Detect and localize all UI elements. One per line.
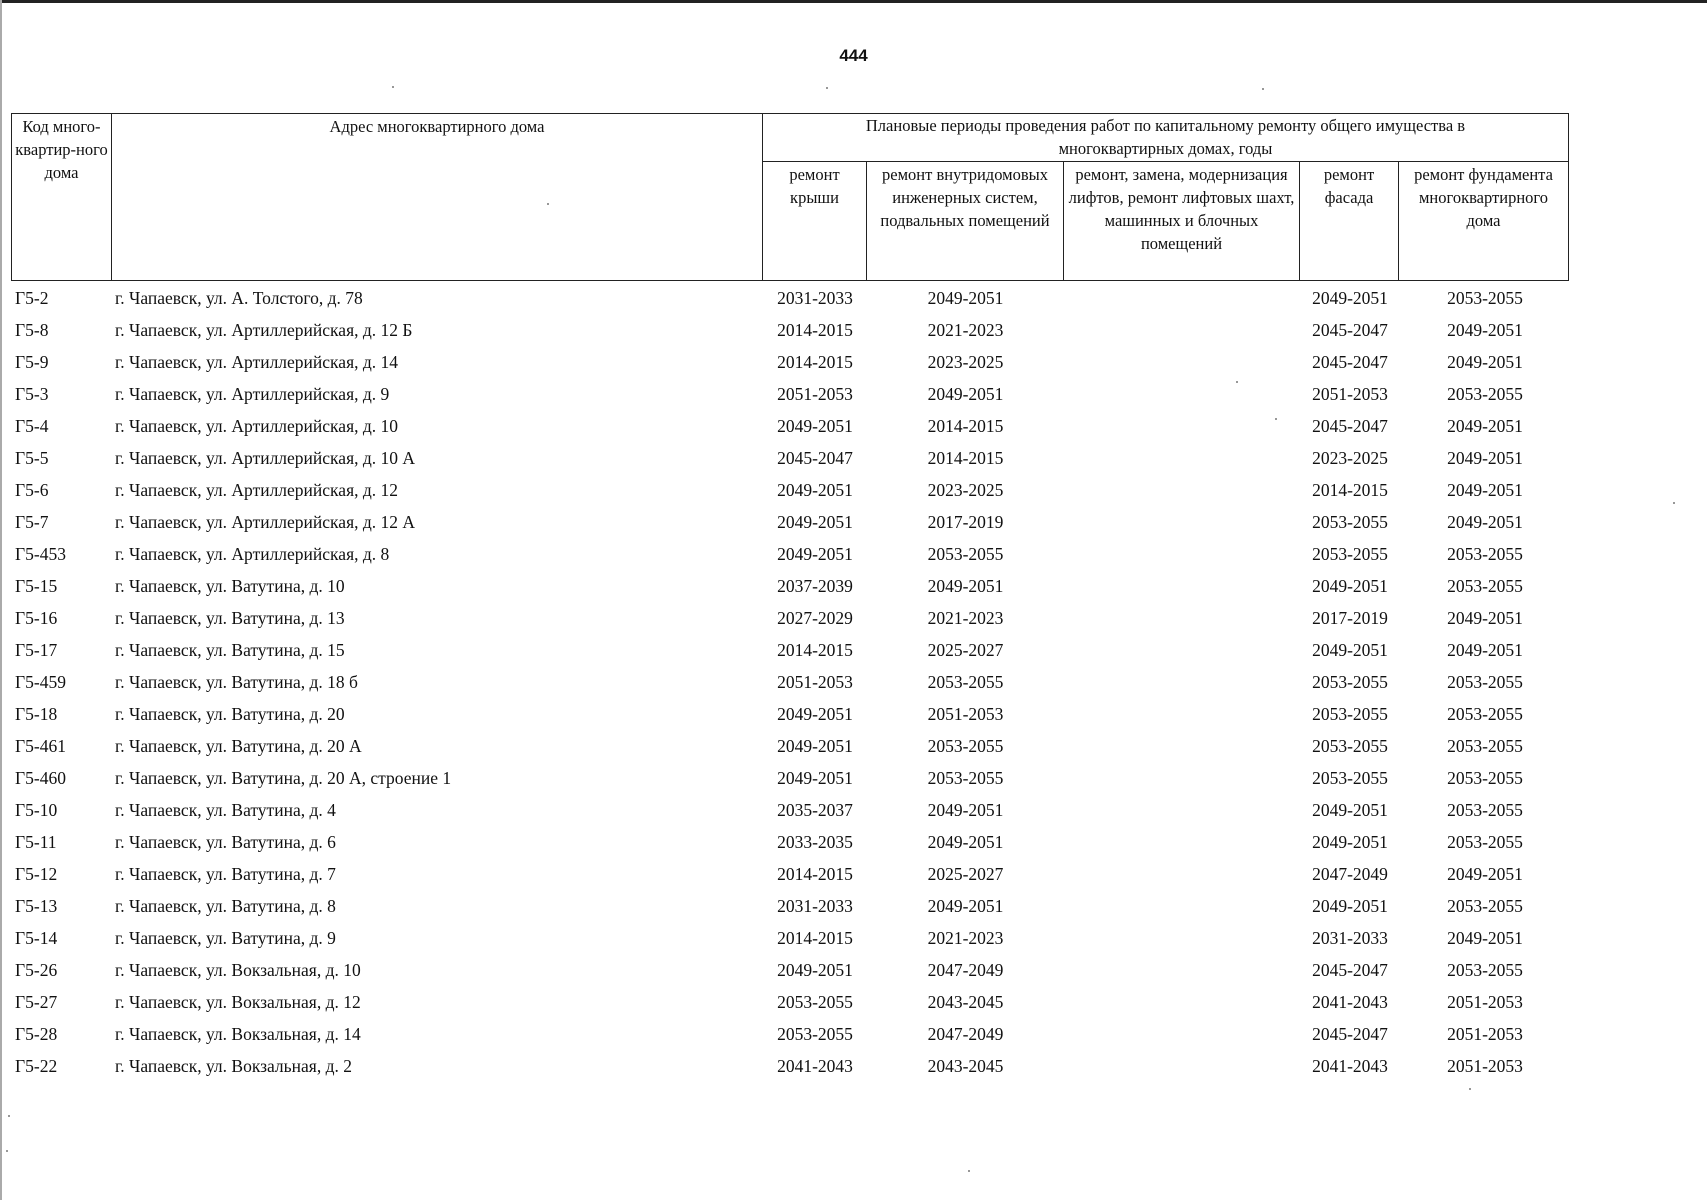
cell-foundation: 2051-2053 <box>1447 1056 1523 1076</box>
cell-code: Г5-16 <box>15 608 58 628</box>
cell-lifts <box>1064 864 1300 896</box>
cell-foundation: 2049-2051 <box>1447 480 1523 500</box>
scan-speck <box>1262 88 1264 90</box>
cell-lifts <box>1064 512 1300 544</box>
scan-left-edge <box>0 0 2 1200</box>
schedule-table-body <box>11 288 1570 1088</box>
cell-foundation: 2049-2051 <box>1447 352 1523 372</box>
cell-facade: 2053-2055 <box>1312 672 1388 692</box>
cell-systems: 2023-2025 <box>927 352 1004 372</box>
cell-facade: 2049-2051 <box>1312 800 1388 820</box>
cell-code: Г5-459 <box>15 672 66 692</box>
cell-roof: 2053-2055 <box>777 992 853 1012</box>
cell-address: г. Чапаевск, ул. Ватутина, д. 4 <box>115 800 336 820</box>
cell-lifts <box>1064 320 1300 352</box>
cell-foundation: 2049-2051 <box>1447 928 1523 948</box>
cell-roof: 2049-2051 <box>777 480 853 500</box>
cell-foundation: 2053-2055 <box>1447 288 1523 308</box>
cell-code: Г5-22 <box>15 1056 58 1076</box>
table-row <box>11 896 1570 928</box>
header-col-foundation: ремонт фундамента многоквартирного дома <box>1399 161 1569 280</box>
cell-facade: 2047-2049 <box>1312 864 1388 884</box>
cell-address: г. Чапаевск, ул. Ватутина, д. 20 А <box>115 736 362 756</box>
cell-address: г. Чапаевск, ул. Ватутина, д. 20 А, строение 1 <box>115 768 452 788</box>
cell-roof: 2051-2053 <box>777 672 853 692</box>
cell-code: Г5-8 <box>15 320 49 340</box>
cell-foundation: 2053-2055 <box>1447 704 1523 724</box>
cell-systems: 2049-2051 <box>927 800 1004 820</box>
cell-code: Г5-28 <box>15 1024 58 1044</box>
cell-address: г. Чапаевск, ул. Ватутина, д. 13 <box>115 608 345 628</box>
cell-lifts <box>1064 672 1300 704</box>
cell-systems: 2053-2055 <box>927 544 1004 564</box>
header-address: Адрес многоквартирного дома <box>112 114 763 281</box>
table-row <box>11 704 1570 736</box>
cell-foundation: 2051-2053 <box>1447 1024 1523 1044</box>
table-row <box>11 288 1570 320</box>
cell-facade: 2051-2053 <box>1312 384 1388 404</box>
cell-address: г. Чапаевск, ул. Ватутина, д. 7 <box>115 864 336 884</box>
cell-address: г. Чапаевск, ул. Артиллерийская, д. 12 А <box>115 512 416 532</box>
cell-lifts <box>1064 896 1300 928</box>
cell-facade: 2053-2055 <box>1312 768 1388 788</box>
cell-systems: 2049-2051 <box>927 832 1004 852</box>
header-periods: Плановые периоды проведения работ по капитальному ремонту общего имущества в многоквартирных домах, годы <box>763 114 1569 162</box>
cell-facade: 2049-2051 <box>1312 832 1388 852</box>
cell-address: г. Чапаевск, ул. Артиллерийская, д. 14 <box>115 352 399 372</box>
cell-lifts <box>1064 992 1300 1024</box>
cell-foundation: 2053-2055 <box>1447 576 1523 596</box>
cell-foundation: 2049-2051 <box>1447 448 1523 468</box>
schedule-table <box>11 288 1570 1088</box>
cell-systems: 2014-2015 <box>927 416 1004 436</box>
table-row <box>11 416 1570 448</box>
cell-foundation: 2049-2051 <box>1447 416 1523 436</box>
cell-systems: 2025-2027 <box>927 640 1004 660</box>
cell-facade: 2053-2055 <box>1312 704 1388 724</box>
cell-address: г. Чапаевск, ул. Вокзальная, д. 14 <box>115 1024 361 1044</box>
cell-foundation: 2051-2053 <box>1447 992 1523 1012</box>
cell-roof: 2031-2033 <box>777 896 853 916</box>
table-row <box>11 736 1570 768</box>
cell-roof: 2041-2043 <box>777 1056 853 1076</box>
table-row <box>11 448 1570 480</box>
scan-speck <box>1673 502 1675 504</box>
cell-roof: 2014-2015 <box>777 928 853 948</box>
cell-foundation: 2049-2051 <box>1447 864 1523 884</box>
cell-systems: 2021-2023 <box>927 608 1004 628</box>
cell-roof: 2049-2051 <box>777 960 853 980</box>
table-row <box>11 928 1570 960</box>
cell-address: г. Чапаевск, ул. Вокзальная, д. 12 <box>115 992 361 1012</box>
cell-facade: 2049-2051 <box>1312 576 1388 596</box>
cell-foundation: 2049-2051 <box>1447 512 1523 532</box>
cell-lifts <box>1064 928 1300 960</box>
cell-code: Г5-18 <box>15 704 58 724</box>
cell-lifts <box>1064 800 1300 832</box>
cell-roof: 2014-2015 <box>777 352 853 372</box>
cell-systems: 2053-2055 <box>927 768 1004 788</box>
cell-facade: 2045-2047 <box>1312 416 1388 436</box>
cell-facade: 2014-2015 <box>1312 480 1388 500</box>
cell-address: г. Чапаевск, ул. Ватутина, д. 10 <box>115 576 345 596</box>
cell-lifts <box>1064 384 1300 416</box>
table-row <box>11 640 1570 672</box>
cell-code: Г5-11 <box>15 832 57 852</box>
table-row <box>11 992 1570 1024</box>
cell-roof: 2053-2055 <box>777 1024 853 1044</box>
header-col-roof: ремонт крыши <box>763 161 867 280</box>
cell-systems: 2021-2023 <box>927 320 1004 340</box>
cell-systems: 2043-2045 <box>927 992 1004 1012</box>
header-code: Код много-квартир-ного дома <box>12 114 112 281</box>
table-row <box>11 1056 1570 1088</box>
table-header <box>11 113 1569 281</box>
cell-roof: 2049-2051 <box>777 512 853 532</box>
cell-foundation: 2053-2055 <box>1447 960 1523 980</box>
cell-foundation: 2053-2055 <box>1447 384 1523 404</box>
cell-lifts <box>1064 768 1300 800</box>
cell-lifts <box>1064 960 1300 992</box>
cell-roof: 2049-2051 <box>777 544 853 564</box>
cell-systems: 2021-2023 <box>927 928 1004 948</box>
cell-code: Г5-15 <box>15 576 58 596</box>
table-row <box>11 960 1570 992</box>
cell-address: г. Чапаевск, ул. Артиллерийская, д. 10 А <box>115 448 416 468</box>
cell-address: г. Чапаевск, ул. Артиллерийская, д. 12 <box>115 480 399 500</box>
cell-lifts <box>1064 288 1300 320</box>
scan-speck <box>1236 381 1238 383</box>
cell-roof: 2035-2037 <box>777 800 853 820</box>
scan-speck <box>6 1150 8 1152</box>
cell-code: Г5-460 <box>15 768 66 788</box>
cell-code: Г5-17 <box>15 640 58 660</box>
cell-facade: 2041-2043 <box>1312 1056 1388 1076</box>
cell-systems: 2025-2027 <box>927 864 1004 884</box>
cell-foundation: 2053-2055 <box>1447 896 1523 916</box>
cell-code: Г5-14 <box>15 928 58 948</box>
scan-speck <box>1275 418 1277 420</box>
cell-lifts <box>1064 704 1300 736</box>
cell-lifts <box>1064 576 1300 608</box>
cell-lifts <box>1064 736 1300 768</box>
cell-systems: 2049-2051 <box>927 576 1004 596</box>
table-row <box>11 832 1570 864</box>
header-col-systems: ремонт внутридомовых инженерных систем, подвальных помещений <box>867 161 1064 280</box>
cell-facade: 2045-2047 <box>1312 960 1388 980</box>
cell-address: г. Чапаевск, ул. Артиллерийская, д. 8 <box>115 544 390 564</box>
cell-lifts <box>1064 1056 1300 1088</box>
cell-foundation: 2053-2055 <box>1447 768 1523 788</box>
cell-code: Г5-10 <box>15 800 58 820</box>
cell-roof: 2049-2051 <box>777 736 853 756</box>
cell-facade: 2049-2051 <box>1312 288 1388 308</box>
cell-roof: 2049-2051 <box>777 768 853 788</box>
cell-code: Г5-453 <box>15 544 66 564</box>
cell-lifts <box>1064 544 1300 576</box>
cell-foundation: 2053-2055 <box>1447 800 1523 820</box>
cell-roof: 2014-2015 <box>777 640 853 660</box>
table-row <box>11 384 1570 416</box>
cell-facade: 2023-2025 <box>1312 448 1388 468</box>
cell-address: г. Чапаевск, ул. Вокзальная, д. 2 <box>115 1056 352 1076</box>
cell-address: г. Чапаевск, ул. Ватутина, д. 9 <box>115 928 336 948</box>
table-row <box>11 608 1570 640</box>
cell-address: г. Чапаевск, ул. Артиллерийская, д. 12 Б <box>115 320 413 340</box>
cell-facade: 2045-2047 <box>1312 1024 1388 1044</box>
header-col-lifts: ремонт, замена, модернизация лифтов, ремонт лифтовых шахт, машинных и блочных помещений <box>1064 161 1300 280</box>
cell-foundation: 2053-2055 <box>1447 544 1523 564</box>
cell-lifts <box>1064 1024 1300 1056</box>
cell-systems: 2017-2019 <box>927 512 1004 532</box>
table-row <box>11 576 1570 608</box>
cell-code: Г5-461 <box>15 736 66 756</box>
header-col-facade: ремонт фасада <box>1300 161 1399 280</box>
cell-facade: 2053-2055 <box>1312 736 1388 756</box>
cell-address: г. Чапаевск, ул. Ватутина, д. 8 <box>115 896 336 916</box>
cell-lifts <box>1064 352 1300 384</box>
cell-lifts <box>1064 448 1300 480</box>
cell-code: Г5-26 <box>15 960 58 980</box>
cell-code: Г5-12 <box>15 864 58 884</box>
table-row <box>11 512 1570 544</box>
scan-speck <box>547 203 549 205</box>
cell-address: г. Чапаевск, ул. Ватутина, д. 20 <box>115 704 345 724</box>
cell-foundation: 2049-2051 <box>1447 608 1523 628</box>
cell-code: Г5-7 <box>15 512 49 532</box>
cell-foundation: 2049-2051 <box>1447 640 1523 660</box>
cell-systems: 2047-2049 <box>927 960 1004 980</box>
cell-code: Г5-2 <box>15 288 49 308</box>
cell-facade: 2053-2055 <box>1312 544 1388 564</box>
cell-address: г. Чапаевск, ул. Вокзальная, д. 10 <box>115 960 361 980</box>
cell-facade: 2049-2051 <box>1312 896 1388 916</box>
cell-facade: 2041-2043 <box>1312 992 1388 1012</box>
cell-systems: 2014-2015 <box>927 448 1004 468</box>
cell-foundation: 2053-2055 <box>1447 736 1523 756</box>
cell-facade: 2053-2055 <box>1312 512 1388 532</box>
cell-roof: 2049-2051 <box>777 704 853 724</box>
cell-facade: 2017-2019 <box>1312 608 1388 628</box>
cell-roof: 2014-2015 <box>777 864 853 884</box>
cell-roof: 2049-2051 <box>777 416 853 436</box>
cell-address: г. Чапаевск, ул. Артиллерийская, д. 10 <box>115 416 399 436</box>
table-row <box>11 672 1570 704</box>
cell-code: Г5-5 <box>15 448 49 468</box>
cell-systems: 2051-2053 <box>927 704 1004 724</box>
cell-facade: 2049-2051 <box>1312 640 1388 660</box>
scan-speck <box>8 1115 10 1117</box>
cell-foundation: 2053-2055 <box>1447 832 1523 852</box>
cell-lifts <box>1064 416 1300 448</box>
cell-systems: 2053-2055 <box>927 736 1004 756</box>
table-row <box>11 1024 1570 1056</box>
scan-top-edge <box>0 0 1707 3</box>
table-row <box>11 800 1570 832</box>
cell-lifts <box>1064 640 1300 672</box>
cell-roof: 2045-2047 <box>777 448 853 468</box>
cell-roof: 2014-2015 <box>777 320 853 340</box>
cell-systems: 2049-2051 <box>927 288 1004 308</box>
scan-speck <box>1469 1088 1471 1090</box>
cell-address: г. Чапаевск, ул. Ватутина, д. 15 <box>115 640 345 660</box>
table-row <box>11 352 1570 384</box>
table-row <box>11 320 1570 352</box>
cell-lifts <box>1064 832 1300 864</box>
page-number: 444 <box>839 46 868 65</box>
cell-code: Г5-6 <box>15 480 49 500</box>
cell-roof: 2051-2053 <box>777 384 853 404</box>
cell-foundation: 2053-2055 <box>1447 672 1523 692</box>
cell-systems: 2043-2045 <box>927 1056 1004 1076</box>
cell-facade: 2031-2033 <box>1312 928 1388 948</box>
cell-address: г. Чапаевск, ул. Ватутина, д. 6 <box>115 832 336 852</box>
table-row <box>11 768 1570 800</box>
cell-address: г. Чапаевск, ул. А. Толстого, д. 78 <box>115 288 363 308</box>
cell-roof: 2037-2039 <box>777 576 853 596</box>
table-row <box>11 544 1570 576</box>
cell-roof: 2031-2033 <box>777 288 853 308</box>
cell-code: Г5-9 <box>15 352 49 372</box>
cell-systems: 2047-2049 <box>927 1024 1004 1044</box>
table-row <box>11 864 1570 896</box>
cell-code: Г5-13 <box>15 896 58 916</box>
cell-systems: 2049-2051 <box>927 384 1004 404</box>
cell-systems: 2023-2025 <box>927 480 1004 500</box>
cell-address: г. Чапаевск, ул. Ватутина, д. 18 б <box>115 672 358 692</box>
cell-facade: 2045-2047 <box>1312 352 1388 372</box>
cell-systems: 2053-2055 <box>927 672 1004 692</box>
cell-foundation: 2049-2051 <box>1447 320 1523 340</box>
cell-lifts <box>1064 480 1300 512</box>
cell-systems: 2049-2051 <box>927 896 1004 916</box>
table-row <box>11 480 1570 512</box>
cell-roof: 2033-2035 <box>777 832 853 852</box>
cell-facade: 2045-2047 <box>1312 320 1388 340</box>
cell-code: Г5-4 <box>15 416 49 436</box>
scan-speck <box>392 86 394 88</box>
cell-roof: 2027-2029 <box>777 608 853 628</box>
cell-code: Г5-27 <box>15 992 58 1012</box>
cell-lifts <box>1064 608 1300 640</box>
cell-code: Г5-3 <box>15 384 49 404</box>
scan-speck <box>968 1170 970 1172</box>
scan-speck <box>826 87 828 89</box>
cell-address: г. Чапаевск, ул. Артиллерийская, д. 9 <box>115 384 390 404</box>
